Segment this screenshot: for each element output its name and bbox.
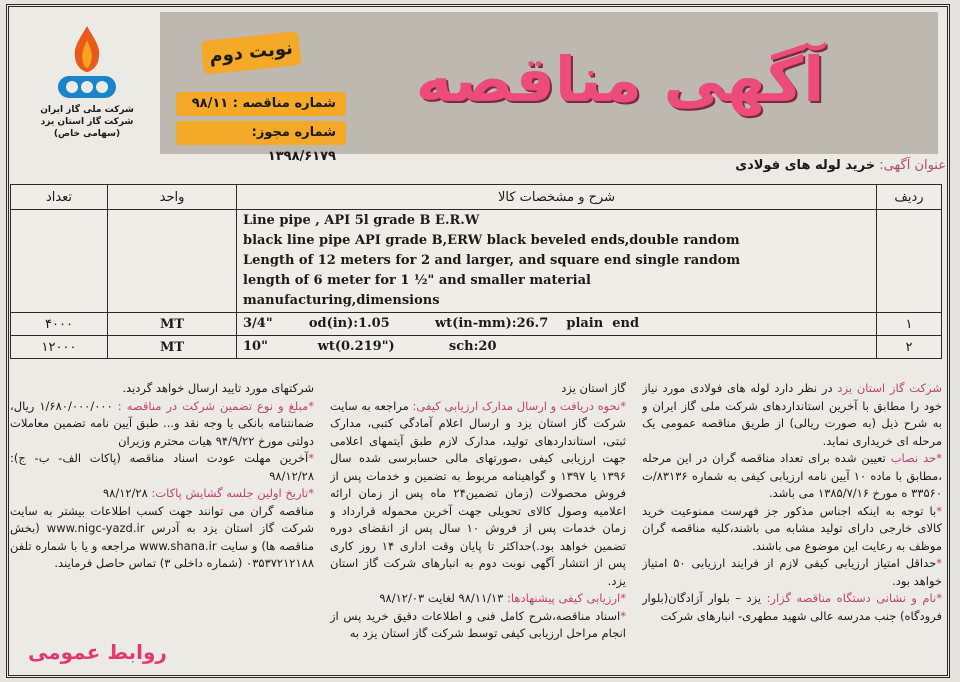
subject-label: عنوان آگهی:: [879, 158, 946, 173]
paragraph: [10, 503, 314, 573]
body-column-3: [10, 380, 314, 672]
paragraph-heading: *حد نصاب: [890, 451, 942, 465]
paragraph: [642, 450, 942, 503]
table-header-row: [11, 185, 942, 210]
notice-title: آگهی مناقصه: [415, 43, 825, 116]
paragraph: [642, 380, 942, 450]
nigc-flame-icon: [48, 22, 126, 104]
paragraph-text: حداقل امتیاز ارزیابی کیفی لازم از فرایند ارزیابی ۵۰ امتیاز خواهد بود.: [642, 556, 942, 588]
paragraph-text: مناقصه گران می توانند جهت کسب اطلاعات بیشتر به سایت شرکت گاز استان یزد به آدرس www.nigc-yazd.ir (بخش مناقصه ها) و سایت www.shana.ir مراجعه و یا با شماره تلفن ۰۳۵۳۷۲۱۲۱۸۸ (شماره داخلی ۳) تماس حاصل فرمایند.: [10, 503, 314, 570]
paragraph: [642, 555, 942, 590]
paragraph: [642, 503, 942, 556]
row-spec: 3/4" od(in):1.05 wt(in-mm):26.7 plain end: [237, 313, 877, 336]
paragraph: [330, 380, 626, 398]
paragraph-text: آخرین مهلت عودت اسناد مناقصه (پاکات الف- ب- ج): ۹۸/۱۲/۲۸: [10, 451, 314, 483]
body-column-2: [330, 380, 626, 672]
row-spec: 10" wt(0.219") sch:20: [237, 336, 877, 359]
desc-line: manufacturing,dimensions: [243, 293, 440, 308]
desc-line: black line pipe API grade B,ERW black beveled ends,double random: [243, 233, 740, 248]
paragraph-text: ۹۸/۱۱/۱۳ لغایت ۹۸/۱۲/۰۳: [379, 591, 508, 605]
table-row: [11, 336, 942, 359]
paragraph-text: شرکتهای مورد تایید ارسال خواهد گردید.: [122, 381, 314, 395]
paragraph-heading: *تاریخ اولین جلسه گشایش پاکات:: [151, 486, 314, 500]
desc-line: length of 6 meter for 1 ½" and smaller material: [243, 273, 591, 288]
paragraph-text: یزد – بلوار آزادگان(بلوار فرودگاه) جنب مدرسه عالی شهید مطهری- انبارهای شرکت: [642, 591, 942, 623]
paragraph-text: گاز استان یزد: [561, 381, 626, 395]
logo-line-3: (سهامی خاص): [53, 129, 121, 139]
paragraph: [10, 380, 314, 398]
row-qty: ۴۰۰۰: [11, 313, 108, 336]
round-badge: نوبت دوم: [200, 31, 301, 75]
paragraph-text: در نظر دارد لوله های فولادی مورد نیاز خود را مطابق با آخرین استانداردهای شرکت ملی گاز ایران و به شرح ذیل (به صورت ریالی) از طریق مناقصه عمومی یک مرحله ای خریداری نماید.: [642, 381, 942, 448]
row-qty: ۱۲۰۰۰: [11, 336, 108, 359]
subject-value: خرید لوله های فولادی: [735, 158, 876, 173]
paragraph-heading: *: [936, 503, 942, 518]
paragraph-text: ۹۸/۱۲/۲۸: [102, 486, 152, 500]
paragraph-heading: *نحوه دریافت و ارسال مدارک ارزیابی کیفی:: [412, 398, 626, 413]
table-row: [11, 313, 942, 336]
paragraph-heading: *: [308, 451, 314, 465]
col-unit-header: واحد: [108, 185, 237, 210]
paragraph-text: اسناد مناقصه،شرح کامل فنی و اطلاعات دقیق خرید پس از انجام مراحل ارزیابی کیفی توسط شرکت گاز استان یزد به: [330, 608, 626, 640]
public-relations-signature: روابط عمومی: [28, 640, 167, 664]
paragraph: [10, 398, 314, 451]
col-row-header: ردیف: [877, 185, 942, 210]
tender-number: شماره مناقصه : ۹۸/۱۱: [176, 92, 346, 116]
logo-line-1: شرکت ملی گاز ایران: [40, 105, 134, 115]
logo-line-2: شرکت گاز استان یزد: [40, 117, 134, 127]
paragraph: [330, 590, 626, 608]
paragraph-heading: *: [620, 608, 626, 623]
paragraph-text: با توجه به اینکه اجناس مذکور جز فهرست ممنوعیت خرید کالای خارجی دارای تولید مشابه می باشند،کلیه مناقصه گران موظف به رعایت این موضوع می باشند.: [642, 503, 942, 553]
row-no: ۱: [877, 313, 942, 336]
paragraph: [10, 450, 314, 485]
paragraph-text: تعیین شده برای تعداد مناقصه گران در این مرحله ،مطابق با ماده ۱۰ آیین نامه ارزیابی کیفی به شماره ۸۳۱۳۶/ت ۳۳۵۶۰ ه مورخ ۱۳۸۵/۷/۱۶ می باشد.: [642, 451, 942, 500]
row-unit: MT: [108, 313, 237, 336]
spec-table: [10, 184, 942, 359]
notice-body: [10, 380, 942, 672]
paragraph-heading: *نام و نشانی دستگاه مناقصه گزار:: [766, 591, 942, 605]
company-logo: [28, 22, 146, 140]
description-row: [11, 210, 942, 313]
paragraph-heading: *ارزیابی کیفی پیشنهادها:: [507, 591, 626, 605]
notice-subject: [735, 158, 946, 173]
paragraph: [642, 590, 942, 625]
col-qty-header: تعداد: [11, 185, 108, 210]
spec-description: [237, 210, 877, 313]
paragraph-heading: *: [936, 556, 942, 570]
paragraph-text: مراجعه به سایت شرکت گاز استان یزد و ارسال اعلام آمادگی کتبی، مدارک ثبتی، استانداردهای تولید، مدارک لازم طبق آیتمهای اعلامی جهت ارزیابی کیفی ،صورتهای مالی حسابرسی شده سال ۱۳۹۶ یا ۱۳۹۷ و گواهینامه مربوط به تضمین و خدمات پس از فروش محصولات (زمان تضمین۲۴ ماه پس از زمان ارائه اعلامیه وصول کالای تحویلی جهت آخرین محموله قرارداد و زمان خدمات پس از فروش ۱۰ سال پس از انقضای دوره تضمین خواهد بود.)حداکثر تا پایان وقت اداری ۱۴ روز کاری پس از انتشار آگهی نوبت دوم به انبارهای شرکت گاز استان یزد.: [330, 398, 626, 588]
desc-line: Line pipe , API 5l grade B E.R.W: [243, 213, 480, 228]
paragraph-heading: شرکت گاز استان یزد: [837, 381, 942, 395]
paragraph: [330, 398, 626, 591]
paragraph: [330, 608, 626, 643]
body-column-1: [642, 380, 942, 672]
row-no: ۲: [877, 336, 942, 359]
paragraph: [10, 485, 314, 503]
desc-line: Length of 12 meters for 2 and larger, and square end single random: [243, 253, 741, 268]
paragraph-heading: *مبلغ و نوع تضمین شرکت در مناقصه :: [117, 398, 314, 413]
permit-number: شماره مجوز: ۱۳۹۸/۶۱۷۹: [176, 121, 346, 145]
paragraph-text: ۱/۶۸۰/۰۰۰/۰۰۰ ریال، ضمانتنامه بانکی یا وجه نقد و... طبق آیین نامه تضمین معاملات دولتی مورخ ۹۴/۹/۲۲ هیات محترم وزیران: [10, 398, 314, 448]
row-unit: MT: [108, 336, 237, 359]
col-spec-header: شرح و مشخصات کالا: [237, 185, 877, 210]
